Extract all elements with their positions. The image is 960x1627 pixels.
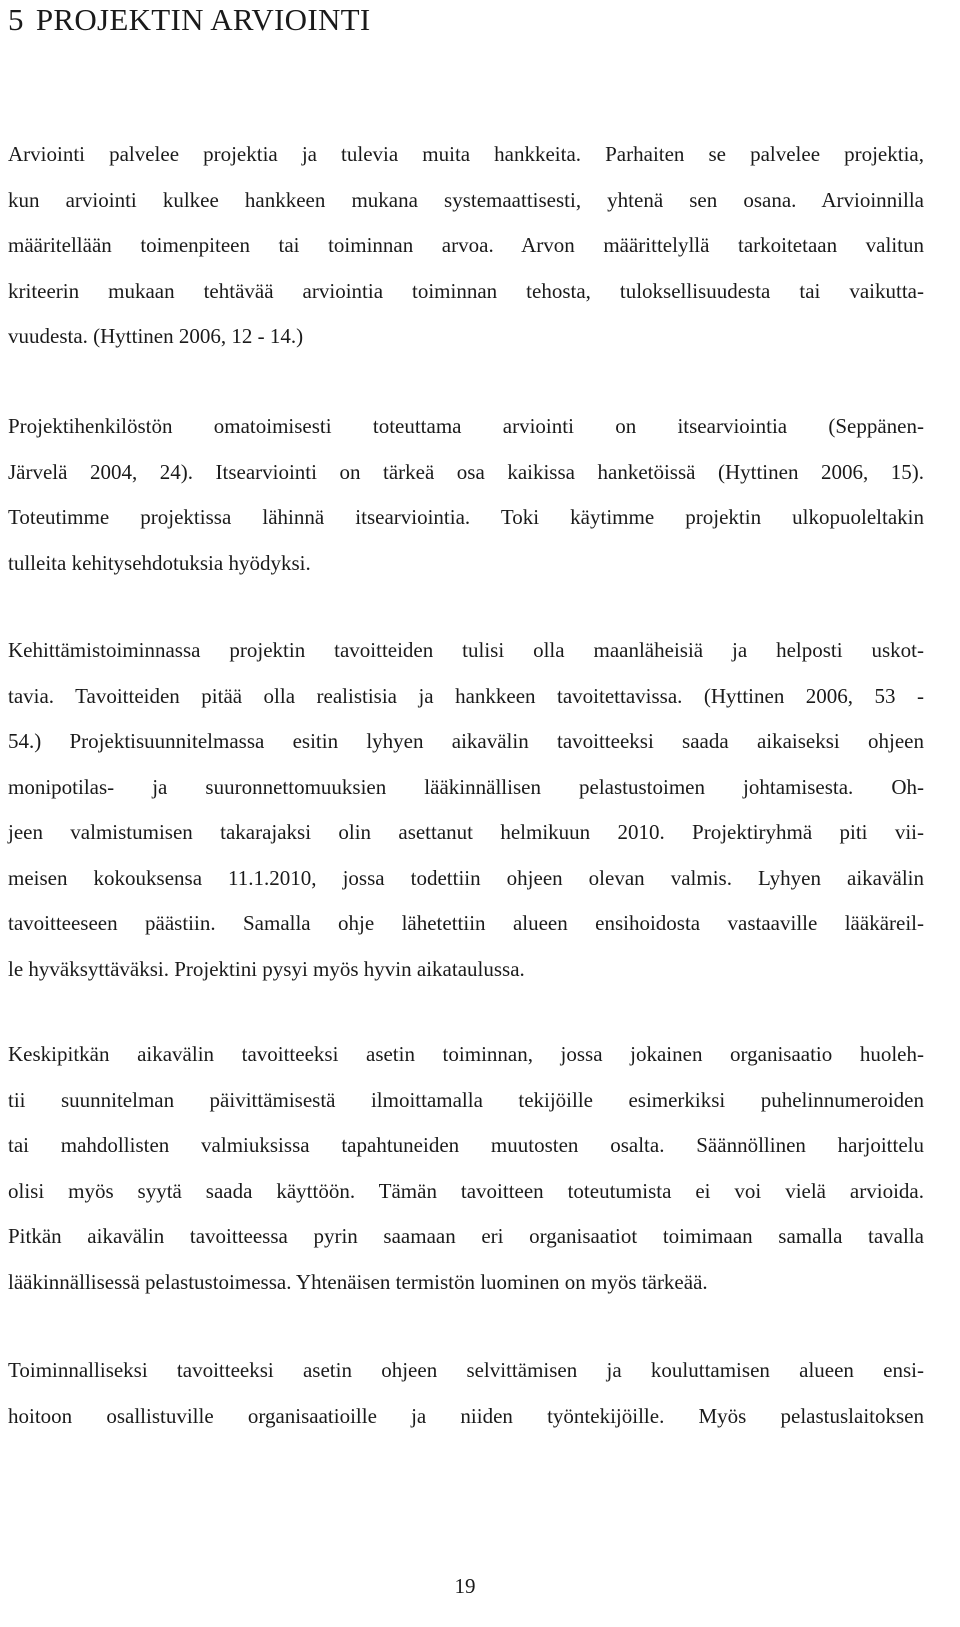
text-line: 54.) Projektisuunnitelmassa esitin lyhyen aikavälin tavoitteeksi saada aikaiseksi ohjeen — [8, 729, 924, 753]
section-number: 5 — [8, 2, 24, 37]
paragraph-self-evaluation — [8, 404, 924, 586]
text-line: Toteutimme projektissa lähinnä itsearviointia. Toki käytimme projektin ulkopuoleltakin — [8, 505, 924, 529]
text-line: lääkinnällisessä pelastustoimessa. Yhtenäisen termistön luominen on myös tärkeää. — [8, 1269, 708, 1294]
paragraph-short-term-goals — [8, 628, 924, 992]
paragraph-operational-goals — [8, 1348, 924, 1439]
text-line: vuudesta. (Hyttinen 2006, 12 - 14.) — [8, 324, 304, 348]
paragraph-mid-long-term-goals — [8, 1032, 924, 1305]
text-line: tavoitteeseen päästiin. Samalla ohje lähetettiin alueen ensihoidosta vastaaville lääkäreil- — [8, 911, 924, 935]
text-line: kun arviointi kulkee hankkeen mukana systemaattisesti, yhtenä sen osana. Arvioinnilla — [8, 187, 924, 212]
text-line: kriteerin mukaan tehtävää arviointia toiminnan tehosta, tuloksellisuudesta tai vaikutta- — [8, 278, 924, 303]
text-line: Projektihenkilöstön omatoimisesti toteuttama arviointi on itsearviointia (Seppänen- — [8, 414, 924, 438]
section-heading — [8, 2, 371, 38]
text-line: olisi myös syytä saada käyttöön. Tämän tavoitteen toteutumista ei voi vielä arvioida. — [8, 1178, 924, 1203]
text-line: monipotilas- ja suuronnettomuuksien lääkinnällisen pelastustoimen johtamisesta. Oh- — [8, 774, 924, 799]
text-line: tulleita kehitysehdotuksia hyödyksi. — [8, 550, 311, 575]
text-line: meisen kokouksensa 11.1.2010, jossa todettiin ohjeen olevan valmis. Lyhyen aikavälin — [8, 865, 924, 890]
text-line: Toiminnalliseksi tavoitteeksi asetin ohjeen selvittämisen ja kouluttamisen alueen ensi- — [8, 1358, 924, 1382]
text-line: Pitkän aikavälin tavoitteessa pyrin saamaan eri organisaatiot toimimaan samalla tavalla — [8, 1224, 924, 1248]
text-line: hoitoon osallistuville organisaatioille ja niiden työntekijöille. Myös pelastuslaitoksen — [8, 1403, 924, 1428]
text-line: le hyväksyttäväksi. Projektini pysyi myös hyvin aikataulussa. — [8, 956, 525, 981]
text-line: tavia. Tavoitteiden pitää olla realistisia ja hankkeen tavoitettavissa. (Hyttinen 2006, 53 - — [8, 683, 924, 708]
page-number: 19 — [454, 1574, 476, 1598]
text-line: Kehittämistoiminnassa projektin tavoitteiden tulisi olla maanläheisiä ja helposti uskot- — [8, 638, 924, 662]
text-line: tai mahdollisten valmiuksissa tapahtuneiden muutosten osalta. Säännöllinen harjoittelu — [8, 1133, 924, 1157]
text-line: tii suunnitelman päivittämisestä ilmoittamalla tekijöille esimerkiksi puhelinnumeroiden — [8, 1087, 924, 1112]
text-line: määritellään toimenpiteen tai toiminnan arvoa. Arvon määrittelyllä tarkoitetaan valitun — [8, 233, 924, 257]
section-title: PROJEKTIN ARVIOINTI — [35, 2, 371, 37]
text-line: Järvelä 2004, 24). Itsearviointi on tärkeä osa kaikissa hanketöissä (Hyttinen 2006, 15). — [8, 459, 924, 484]
text-line: Arviointi palvelee projektia ja tulevia muita hankkeita. Parhaiten se palvelee projektia, — [8, 142, 924, 166]
text-line: jeen valmistumisen takarajaksi olin asettanut helmikuun 2010. Projektiryhmä piti vii- — [8, 820, 924, 844]
paragraph-evaluation-intro — [8, 132, 924, 360]
text-line: Keskipitkän aikavälin tavoitteeksi asetin toiminnan, jossa jokainen organisaatio huoleh- — [8, 1042, 924, 1066]
